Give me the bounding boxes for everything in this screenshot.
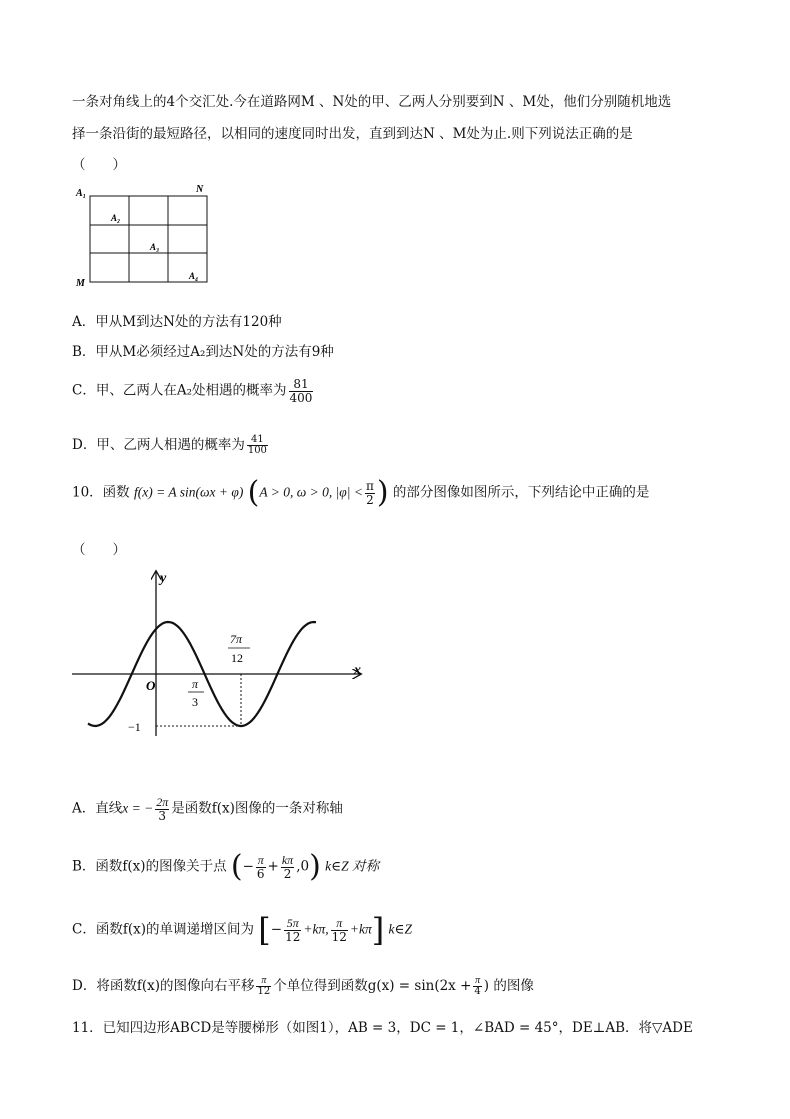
q10-option-b: B．函数f(x)的图像关于点 (− $\frac{\pi}{6}$ + $\frac{k\pi}{2}$ ,0) k∈Z 对称 (72, 849, 379, 884)
q9-option-a: A．甲从M到达N处的方法有120种 (72, 314, 282, 330)
tick-pi-over-3-den: 3 (192, 695, 198, 709)
q10-condition-fraction: $\frac{\pi}{2}$ (365, 478, 374, 507)
q10-option-c: C．函数f(x)的单调递增区间为 [− $\frac{5\pi}{12}$ +kπ, $\frac{\pi}{12}$ +kπ] k∈Z (72, 911, 413, 949)
grid-label-n: N (196, 184, 204, 195)
q10-stem-suffix: 的部分图像如图所示，下列结论中正确的是 (392, 484, 650, 501)
q10-function: f(x) = A sin(ωx + φ) (133, 484, 244, 500)
q9-option-c (72, 378, 315, 404)
q10-stem: 10．函数 f(x) = A sin(ωx + φ) (A > 0, ω > 0, |φ| < $\frac{\pi}{2}$ ) 的部分图像如图所示，下列结论中正确的是 (72, 475, 650, 510)
q10-stem-prefix: 10．函数 (72, 484, 130, 501)
grid-label-a2: A₂ (111, 213, 121, 223)
x-axis-label: x (354, 663, 361, 678)
q10-blank: （ ） (72, 542, 126, 558)
street-grid-figure (72, 182, 222, 292)
q9-option-c-text: C．甲、乙两人在A₂处相遇的概率为 (72, 382, 287, 399)
q10-conditions: A > 0, ω > 0, |φ| < (259, 484, 363, 500)
q9-option-c-fraction: $\frac{81}{400}$ (289, 377, 313, 405)
sine-graph-figure (66, 566, 376, 746)
tick-pi-over-3-num: π (192, 677, 199, 691)
grid-label-a3: A₃ (150, 242, 160, 252)
q9-blank: （ ） (72, 157, 126, 173)
y-min-label: −1 (128, 720, 141, 734)
q9-option-d-fraction: $\frac{41}{100}$ (247, 433, 267, 456)
y-axis-label: y (160, 571, 167, 586)
origin-label: O (146, 678, 156, 693)
tick-7pi-over-12-den: 12 (231, 651, 243, 665)
grid-label-m: M (76, 278, 85, 289)
grid-label-a4: A₄ (189, 271, 199, 281)
q9-option-b: B．甲从M必须经过A₂到达N处的方法有9种 (72, 344, 334, 360)
q9-option-d (72, 433, 270, 457)
q10-option-a: A．直线x = − $\frac{2\pi}{3}$ 是函数f(x)图像的一条对称轴 (72, 795, 343, 823)
q9-option-d-text: D．甲、乙两人相遇的概率为 (72, 437, 245, 453)
q9-intro-line2: 择一条沿街的最短路径，以相同的速度同时出发，直到到达N 、M处为止.则下列说法正确的是 (72, 126, 633, 142)
q11-stem: 11．已知四边形ABCD是等腰梯形（如图1），AB = 3，DC = 1，∠BAD = 45°，DE⊥AB．将▽ADE (72, 1020, 693, 1036)
tick-7pi-over-12-num: 7π (230, 632, 243, 646)
q9-intro-line1: 一条对角线上的4个交汇处.今在道路网M 、N处的甲、乙两人分别要到N 、M处，他们分别随机地选 (72, 94, 672, 110)
grid-label-a1: A₁ (76, 188, 87, 199)
q10-option-d: D．将函数f(x)的图像向右平移 $\frac{\pi}{12}$ 个单位得到函数g(x) = sin(2x + $\frac{\pi}{4}$ ) 的图像 (72, 974, 534, 997)
